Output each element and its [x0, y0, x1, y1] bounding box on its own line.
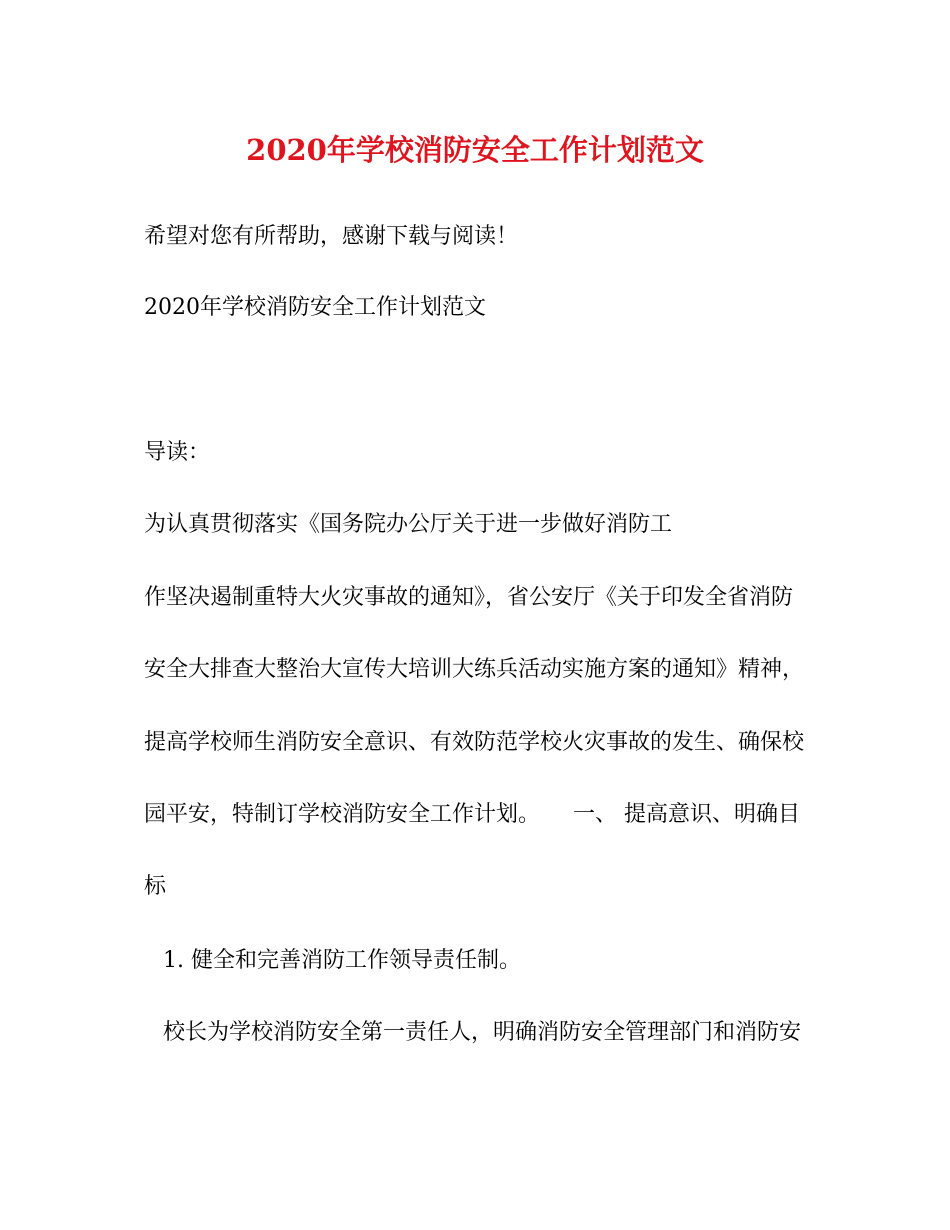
body-line: 提高学校师生消防安全意识、有效防范学校火灾事故的发生、确保校: [144, 730, 805, 755]
subtitle-text: 2020年学校消防安全工作计划范文: [144, 295, 486, 320]
intro-label: 导读：: [144, 440, 211, 465]
body-line: 安全大排查大整治大宣传大培训大练兵活动实施方案的通知》精神，: [144, 657, 805, 682]
body-line: 作坚决遏制重特大火灾事故的通知》，省公安厅《关于印发全省消防: [144, 585, 794, 610]
body-line: 标: [144, 874, 167, 899]
list-item-1-body: 校长为学校消防安全第一责任人，明确消防安全管理部门和消防安: [163, 1020, 802, 1045]
list-item-1: 1. 健全和完善消防工作领导责任制。: [163, 948, 521, 973]
document-title: 2020年学校消防安全工作计划范文: [246, 133, 704, 167]
body-line: 为认真贯彻落实《国务院办公厅关于进一步做好消防工: [144, 512, 673, 537]
greeting-text: 希望对您有所帮助，感谢下载与阅读！: [144, 224, 519, 249]
body-line: 园平安，特制订学校消防安全工作计划。 一、 提高意识、明确目: [144, 802, 800, 827]
